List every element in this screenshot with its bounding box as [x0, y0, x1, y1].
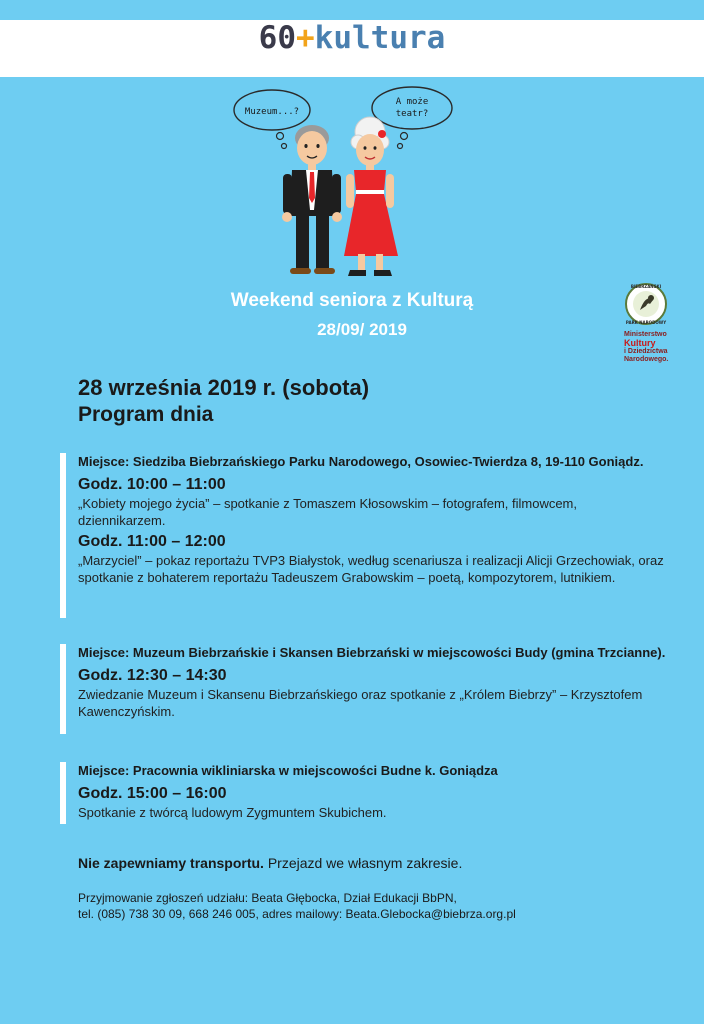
site-logo — [0, 18, 704, 58]
ministry-line-3: i Dziedzictwa — [624, 348, 668, 355]
contact-line: tel. (085) 738 30 09, 668 246 005, adres mailowy: Beata.Glebocka@biebrza.org.pl — [78, 907, 516, 921]
contact-line: Przyjmowanie zgłoszeń udziału: Beata Głębocka, Dział Edukacji BbPN, — [78, 891, 457, 905]
section-bar — [60, 453, 66, 618]
program-block — [78, 644, 668, 720]
transport-note-bold: Nie zapewniamy transportu. — [78, 855, 264, 871]
woman-figure — [344, 117, 398, 276]
ministry-line-1: Ministerstwo — [624, 331, 667, 338]
event-time: Godz. 11:00 – 12:00 — [78, 533, 226, 550]
event-description: „Marzyciel” – pokaz reportażu TVP3 Białystok, według scenariusza i realizacji Alicji Grzechowiak, oraz spotkanie z bohaterem reportażu Tadeuszem Grabowskim – poetą, kompozytorem, lutnikiem. — [78, 553, 664, 585]
logo-word: kultura — [314, 20, 446, 56]
logo-plus: + — [296, 20, 315, 56]
event-description: Zwiedzanie Muzeum i Skansenu Biebrzańskiego oraz spotkanie z „Królem Biebrzy” – Krzysztofem Kawenczyńskim. — [78, 687, 643, 719]
day-title: 28 września 2019 r. (sobota) — [78, 375, 370, 400]
contact-info — [78, 890, 516, 922]
section-bar — [60, 762, 66, 824]
event-description: Spotkanie z twórcą ludowym Zygmuntem Skubichem. — [78, 805, 387, 820]
event-description: „Kobiety mojego życia” – spotkanie z Tomaszem Kłosowskim – fotografem, filmowcem, dziennikarzem. — [78, 496, 578, 528]
bubble-left-text: Muzeum...? — [244, 107, 300, 117]
place-text: Miejsce: Muzeum Biebrzańskie i Skansen Biebrzański w miejscowości Budy (gmina Trzcianne). — [78, 645, 666, 660]
ministry-line-2: Kultury — [624, 338, 656, 348]
transport-note-rest: Przejazd we własnym zakresie. — [263, 855, 463, 871]
logo-number: 60 — [258, 20, 296, 56]
event-time: Godz. 12:30 – 14:30 — [78, 667, 227, 684]
bubble-right-text-2: teatr? — [395, 109, 429, 119]
park-logo-text-2: PARK NARODOWY — [625, 320, 667, 325]
program-block — [78, 453, 668, 586]
man-figure — [282, 125, 342, 274]
bubble-right-text-1: A może — [395, 97, 429, 107]
event-date: 28/09/ 2019 — [317, 320, 407, 339]
park-logo-text-1: BIEBRZAŃSKI — [630, 284, 662, 289]
section-bar — [60, 644, 66, 734]
ministry-line-4: Narodowego. — [624, 356, 669, 363]
place-text: Miejsce: Pracownia wikliniarska w miejscowości Budne k. Goniądza — [78, 763, 498, 778]
event-time: Godz. 15:00 – 16:00 — [78, 785, 227, 802]
place-text: Miejsce: Siedziba Biebrzańskiego Parku Narodowego, Osowiec-Twierdza 8, 19-110 Goniądz. — [78, 454, 644, 469]
program-title: Program dnia — [78, 403, 214, 426]
event-time: Godz. 10:00 – 11:00 — [78, 476, 226, 493]
event-title: Weekend seniora z Kulturą — [230, 290, 474, 311]
park-logo-icon — [620, 282, 672, 328]
transport-note — [78, 854, 462, 872]
program-block — [78, 762, 668, 821]
partner-logos — [616, 282, 680, 368]
seniors-illustration — [228, 86, 460, 282]
